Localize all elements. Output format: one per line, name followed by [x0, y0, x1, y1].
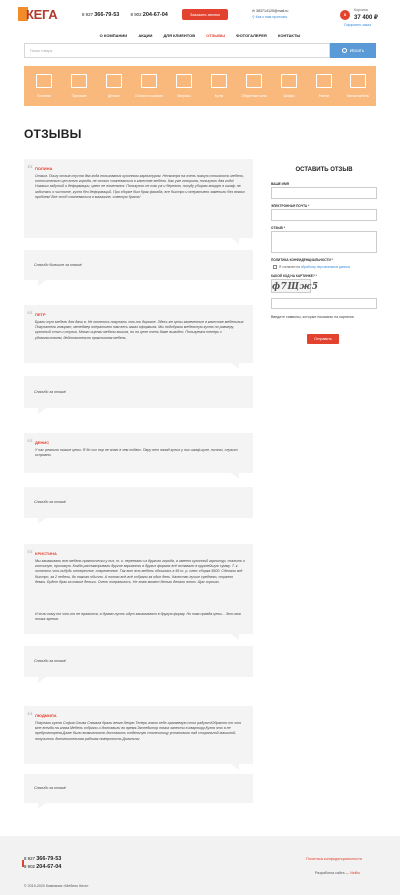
- review-reply: [24, 376, 253, 408]
- reply-text: Спасибо за отзыв!: [34, 659, 67, 663]
- quote-icon: “: [27, 435, 33, 449]
- category-mattress[interactable]: Матрасы: [168, 66, 200, 106]
- reply-text: Спасибо за отзыв!: [34, 390, 67, 394]
- category-bedroom[interactable]: Спальни и кровати: [133, 66, 165, 106]
- quote-icon: “: [27, 546, 33, 560]
- copyright: © 2019-2020 Компания «Мебель Кега»: [24, 884, 89, 888]
- email-link[interactable]: ✉ 383714125@mail.ru: [252, 9, 289, 13]
- review-text: Покупали кухню София Олива Сначала брали венге-белую.Теперь взяли себе-оранжевую стол радуют!Обратно то что мне всегда на глаза.Мебель собрали и доставили во время.Экспедитор помог занести в квартиру.Кухня это я не предусмотрела.Даже было возможность доставить отдельную столешницу установили над стиральной машиной-получилось дополнительная рабочая поверхность.Довольны: [35, 721, 242, 741]
- consent-link[interactable]: обработку персональных данных: [300, 265, 351, 269]
- email-label: ЭЛЕКТРОННАЯ ПОЧТА *: [271, 204, 310, 208]
- name-label: ВАШЕ ИМЯ: [271, 182, 289, 186]
- email-field[interactable]: [271, 209, 377, 221]
- callback-button[interactable]: Заказать звонок: [182, 9, 228, 20]
- quote-icon: “: [27, 307, 33, 321]
- nav-item-about[interactable]: О КОМПАНИИ: [99, 33, 128, 38]
- bubble-tail: [231, 473, 239, 479]
- wardrobe-icon: [71, 74, 87, 88]
- review-card: [24, 159, 253, 238]
- category-dining[interactable]: Обеденные зоны: [238, 66, 270, 106]
- review-reply: [24, 250, 253, 280]
- category-wardrobe[interactable]: Шкафы: [273, 66, 305, 106]
- checkout-link[interactable]: Оформить заказ: [344, 23, 371, 27]
- review-reply: [24, 774, 253, 803]
- policy-label: ПОЛИТИКА КОНФИДЕНЦИАЛЬНОСТИ *: [271, 258, 333, 262]
- category-soft[interactable]: Мягкая мебель: [342, 66, 374, 106]
- nav-item-promo[interactable]: АКЦИИ: [138, 33, 153, 38]
- header-contacts: [252, 8, 288, 20]
- site-header: [0, 0, 400, 30]
- phone-1[interactable]: 8 927 366-79-53: [82, 12, 120, 18]
- review-label: ОТЗЫВ *: [271, 226, 285, 230]
- nav-item-gallery[interactable]: ФОТОГАЛЕРЕЯ: [236, 33, 267, 38]
- footer-phone-2[interactable]: 8 902 204-67-04: [24, 864, 62, 870]
- review-reply: [24, 646, 253, 677]
- form-title: ОСТАВИТЬ ОТЗЫВ: [295, 167, 353, 173]
- nav-item-contacts[interactable]: КОНТАКТЫ: [277, 33, 301, 38]
- developer-link[interactable]: Nelitio: [350, 871, 361, 875]
- footer-phone-1[interactable]: 8 927 366-79-53: [24, 856, 62, 862]
- header-phones: [82, 12, 178, 18]
- developer-credit: Разработка сайта — Nelitio: [315, 871, 361, 875]
- review-card: [24, 305, 253, 363]
- kitchen-icon: [211, 74, 227, 88]
- review-card: [24, 433, 253, 473]
- nav-item-clients[interactable]: ДЛЯ КЛИЕНТОВ: [163, 33, 196, 38]
- category-living[interactable]: Гостиные: [28, 66, 60, 106]
- review-author: ДЕНИС: [35, 440, 50, 445]
- review-author: ЛЮДМИЛА: [35, 713, 57, 718]
- bubble-tail: [231, 363, 239, 369]
- crib-icon: [106, 74, 122, 88]
- review-author: КРИСТИНА: [35, 551, 57, 556]
- mattress-icon: [176, 74, 192, 88]
- bed-icon: [141, 74, 157, 88]
- closet-icon: [281, 74, 297, 88]
- search-button[interactable]: Искать: [330, 43, 376, 58]
- category-hallway[interactable]: Прихожие: [63, 66, 95, 106]
- bubble-tail: [38, 280, 46, 286]
- captcha-hint: Введите символы, которые показаны на картинке.: [271, 315, 355, 319]
- review-text: У нас реально низкие цены. Я до сих пор не знаю в чем подвох. Пару лет назад купил у них шкаф-купе, ничего, служит исправно.: [35, 448, 238, 458]
- category-kids[interactable]: Детские: [98, 66, 130, 106]
- bubble-tail: [231, 634, 239, 640]
- logo[interactable]: [18, 7, 62, 22]
- table-icon: [246, 74, 262, 88]
- cart-label: Корзина: [354, 8, 368, 12]
- address-link[interactable]: ⚲ Как к нам проехать: [252, 15, 288, 19]
- nav-item-reviews[interactable]: ОТЗЫВЫ: [206, 33, 226, 38]
- logo-text: КЕГА: [26, 7, 58, 22]
- page-title: ОТЗЫВЫ: [24, 127, 82, 141]
- quote-icon: “: [27, 708, 33, 722]
- reply-text: Спасибо за отзыв!: [34, 786, 67, 790]
- category-misc[interactable]: Разное: [308, 66, 340, 106]
- review-text: Отзыв. Пишу отзыв спустя два года пользования кухонным гарнитуром. Несмотря на очень низкую стоимость мебели, относительно цен всего города, не стоит сомневаться в качестве мебели. Как уже говорила, пользуюсь два года! Никаких вздутий и деформации, цвет не поменялся. Пользуюсь не так уж и бережно, посуду убираю мокрую в шкаф, не заботясь о чистоте, кухня без деформаций. При сборке был брак фасада, все быстро и оперативно заменили без всяких проблем! Все чтоб сомневаться в магазине, советую брать!: [35, 174, 245, 199]
- search-input[interactable]: [24, 43, 330, 58]
- review-author: ПОЛИНА: [35, 166, 53, 171]
- reply-text: Спасибо за отзыв!: [34, 500, 67, 504]
- main-nav: [0, 33, 400, 41]
- review-text: Брали тут мебель для дачи в. Не хотелось покупать что-то дорогое. Здесь же цены замеченные в качестве мебельных. Покупатели говорят, менеджер оперативно нам весь заказ оформила. Мы подобрали мебельную кухню по размеру, кухонный стол и стулья. Много оценки мебели вышла, но по цене очень даже выгодно. Пользуемся теперь с удовольствием, действительно практичная мебель.: [35, 320, 245, 340]
- phone-2[interactable]: 8 902 204-67-04: [130, 12, 168, 18]
- reply-text: Спасибо большое за отзыв!: [34, 263, 82, 267]
- cart-count-badge: 0: [340, 10, 350, 20]
- submit-button[interactable]: Отправить: [307, 334, 339, 344]
- sofa-icon: [36, 74, 52, 88]
- site-footer: [0, 836, 400, 895]
- bubble-tail: [38, 677, 46, 683]
- quote-icon: “: [27, 161, 33, 175]
- bubble-tail: [231, 238, 239, 244]
- review-card: [24, 544, 253, 634]
- search-placeholder: Поиск товара: [30, 49, 53, 53]
- review-text-continued: И если кому то что-то не нравится, я думаю пусть идут заказывают в другую фирму. Но там правда цены... Это моя точка зрения.: [35, 612, 241, 622]
- cart-sum: 37 400 ₽: [354, 15, 378, 21]
- review-text: Мы заказывали всю мебель практически у них, т. к. переехали из другого города, а именно кухонный гарнитур, спальню и гостиную, прихожую. Когда рассматривали другие варианты в других фирмах всё вставало в круглейшую сумму. Т. к. хотелось что-нибудь интересное, современное. Так вот всю мебель обошлась в 56 т. р. плюс сборка 5600. Сделали всё быстро, за 2 недели, до такого обычно. А потом всё-всё собрали за один день. Качество лучше среднего, странно демки. Будет брак за такие деньги. Очень понравилось. Не знаю может деньги делали плохо. Щас хорошо.: [35, 559, 245, 584]
- bubble-tail: [38, 803, 46, 809]
- review-reply: [24, 487, 253, 518]
- bubble-tail: [38, 408, 46, 414]
- category-kitchen[interactable]: Кухни: [203, 66, 235, 106]
- review-author: ПЕТР: [35, 312, 46, 317]
- misc-icon: [316, 74, 332, 88]
- review-card: [24, 706, 253, 764]
- consent-checkbox[interactable]: [273, 265, 277, 269]
- search-icon: [342, 48, 347, 53]
- privacy-policy-link[interactable]: Политика конфиденциальности: [306, 857, 363, 861]
- review-textarea[interactable]: [271, 231, 377, 253]
- bubble-tail: [38, 518, 46, 524]
- captcha-input[interactable]: [271, 298, 377, 309]
- consent-text: Я согласен на обработку персональных данных: [279, 265, 351, 269]
- captcha-image: ф7Щж5: [271, 279, 311, 293]
- armchair-icon: [350, 74, 366, 88]
- bubble-tail: [231, 764, 239, 770]
- name-field[interactable]: [271, 187, 377, 199]
- captcha-label: КАКОЙ КОД НА КАРТИНКЕ? *: [271, 274, 317, 278]
- category-bar: [24, 66, 376, 106]
